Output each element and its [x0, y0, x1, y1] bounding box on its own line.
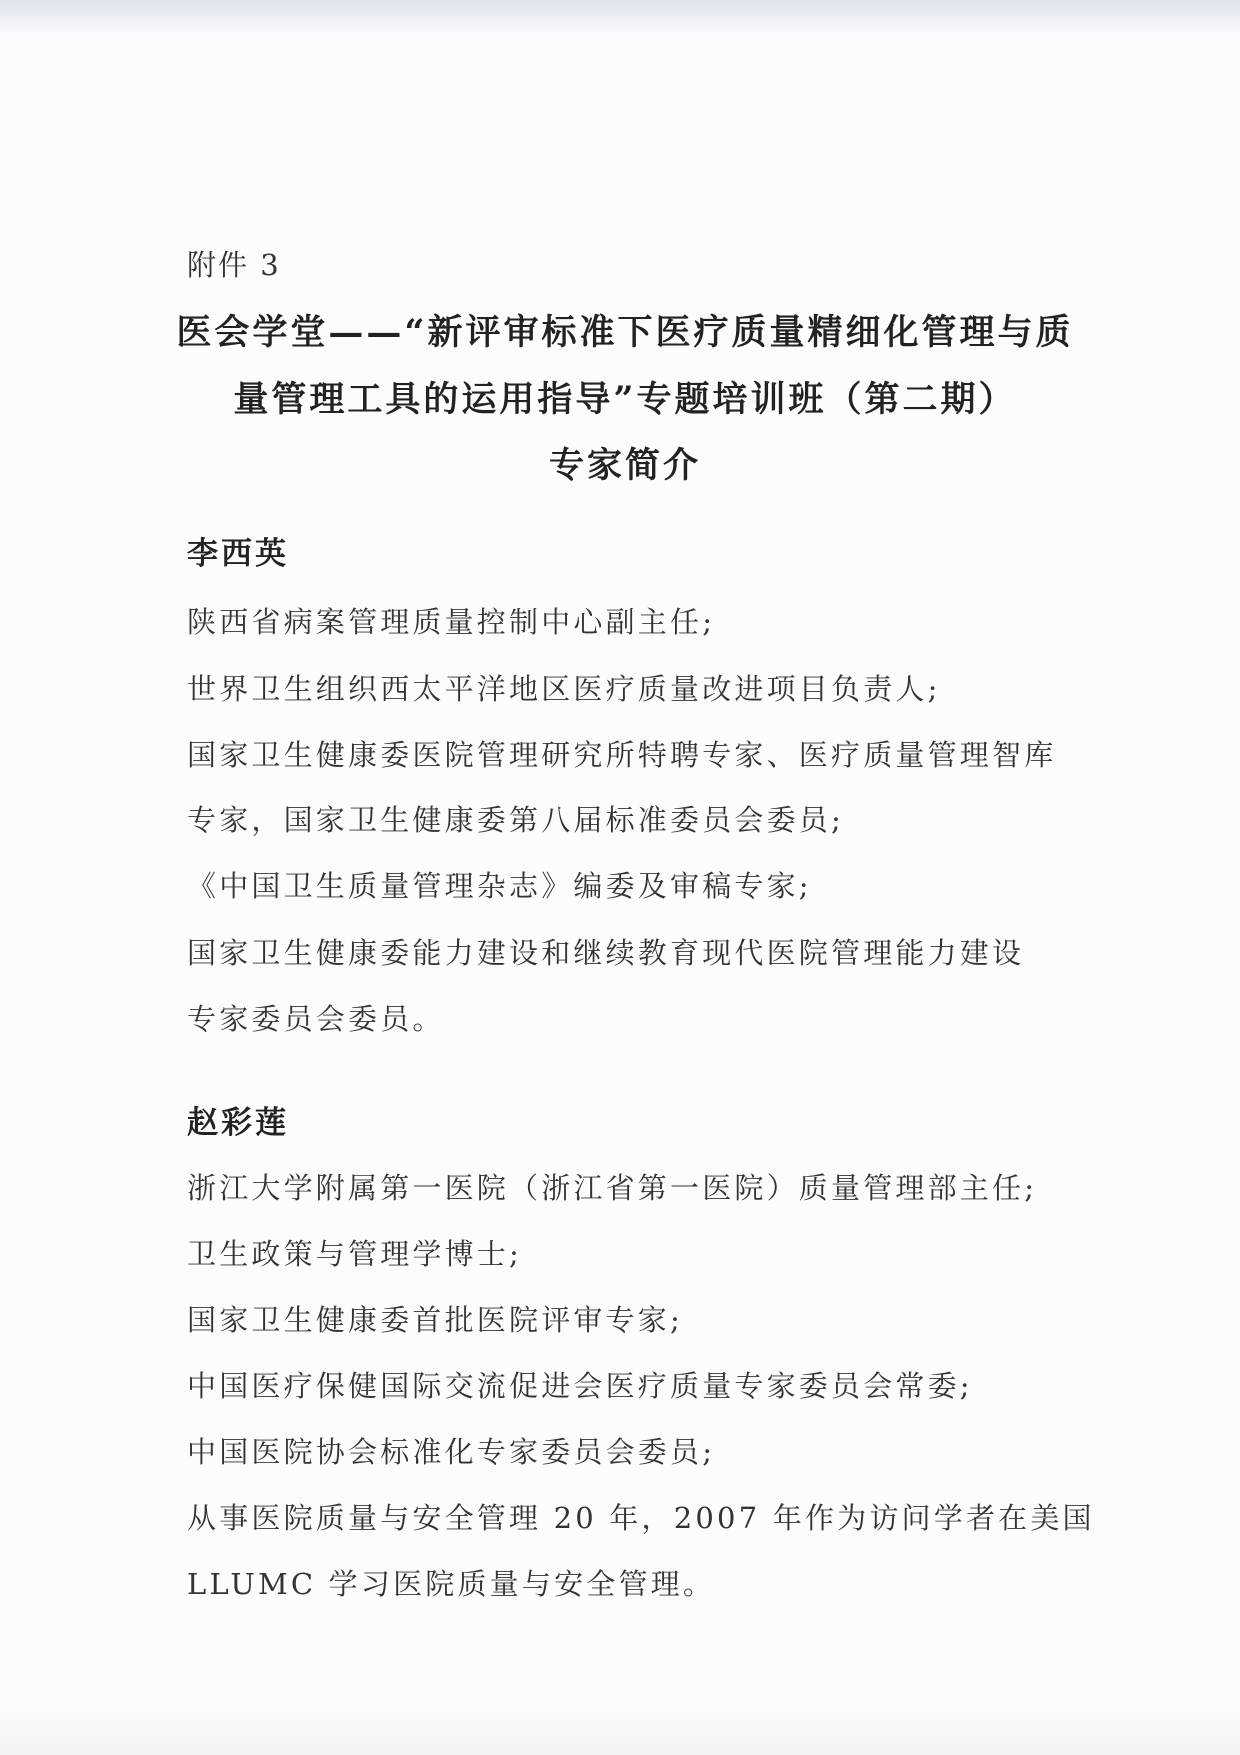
expert-2-line-1: 浙江大学附属第一医院（浙江省第一医院）质量管理部主任;: [187, 1171, 1038, 1205]
expert-2-line-3: 国家卫生健康委首批医院评审专家;: [187, 1303, 683, 1337]
scan-edge-shading: [0, 0, 1240, 30]
expert-1-line-3: 国家卫生健康委医院管理研究所特聘专家、医疗质量管理智库: [187, 738, 1057, 772]
expert-2-line-5: 中国医院协会标准化专家委员会委员;: [187, 1435, 716, 1469]
expert-1-line-7: 专家委员会委员。: [187, 1002, 445, 1036]
expert-1-line-2: 世界卫生组织西太平洋地区医疗质量改进项目负责人;: [187, 672, 941, 706]
expert-2-line-7: LLUMC 学习医院质量与安全管理。: [187, 1567, 716, 1601]
expert-2-line-6: 从事医院质量与安全管理 20 年，2007 年作为访问学者在美国: [187, 1501, 1095, 1535]
attachment-label: 附件 3: [187, 248, 281, 282]
title-line-2: 量管理工具的运用指导”专题培训班（第二期）: [233, 379, 1017, 420]
expert-1-line-6: 国家卫生健康委能力建设和继续教育现代医院管理能力建设: [187, 936, 1025, 970]
title-line-3: 专家简介: [548, 445, 701, 486]
title-line-1: 医会学堂——“新评审标准下医疗质量精细化管理与质: [176, 312, 1074, 353]
expert-1-line-1: 陕西省病案管理质量控制中心副主任;: [187, 605, 716, 639]
expert-name-zhao-cailian: 赵彩莲: [187, 1105, 289, 1141]
expert-2-line-2: 卫生政策与管理学博士;: [187, 1237, 522, 1271]
expert-1-line-4: 专家，国家卫生健康委第八届标准委员会委员;: [187, 803, 844, 837]
expert-2-line-4: 中国医疗保健国际交流促进会医疗质量专家委员会常委;: [187, 1369, 973, 1403]
expert-name-li-xiying: 李西英: [187, 536, 289, 572]
expert-1-line-5: 《中国卫生质量管理杂志》编委及审稿专家;: [187, 869, 812, 903]
